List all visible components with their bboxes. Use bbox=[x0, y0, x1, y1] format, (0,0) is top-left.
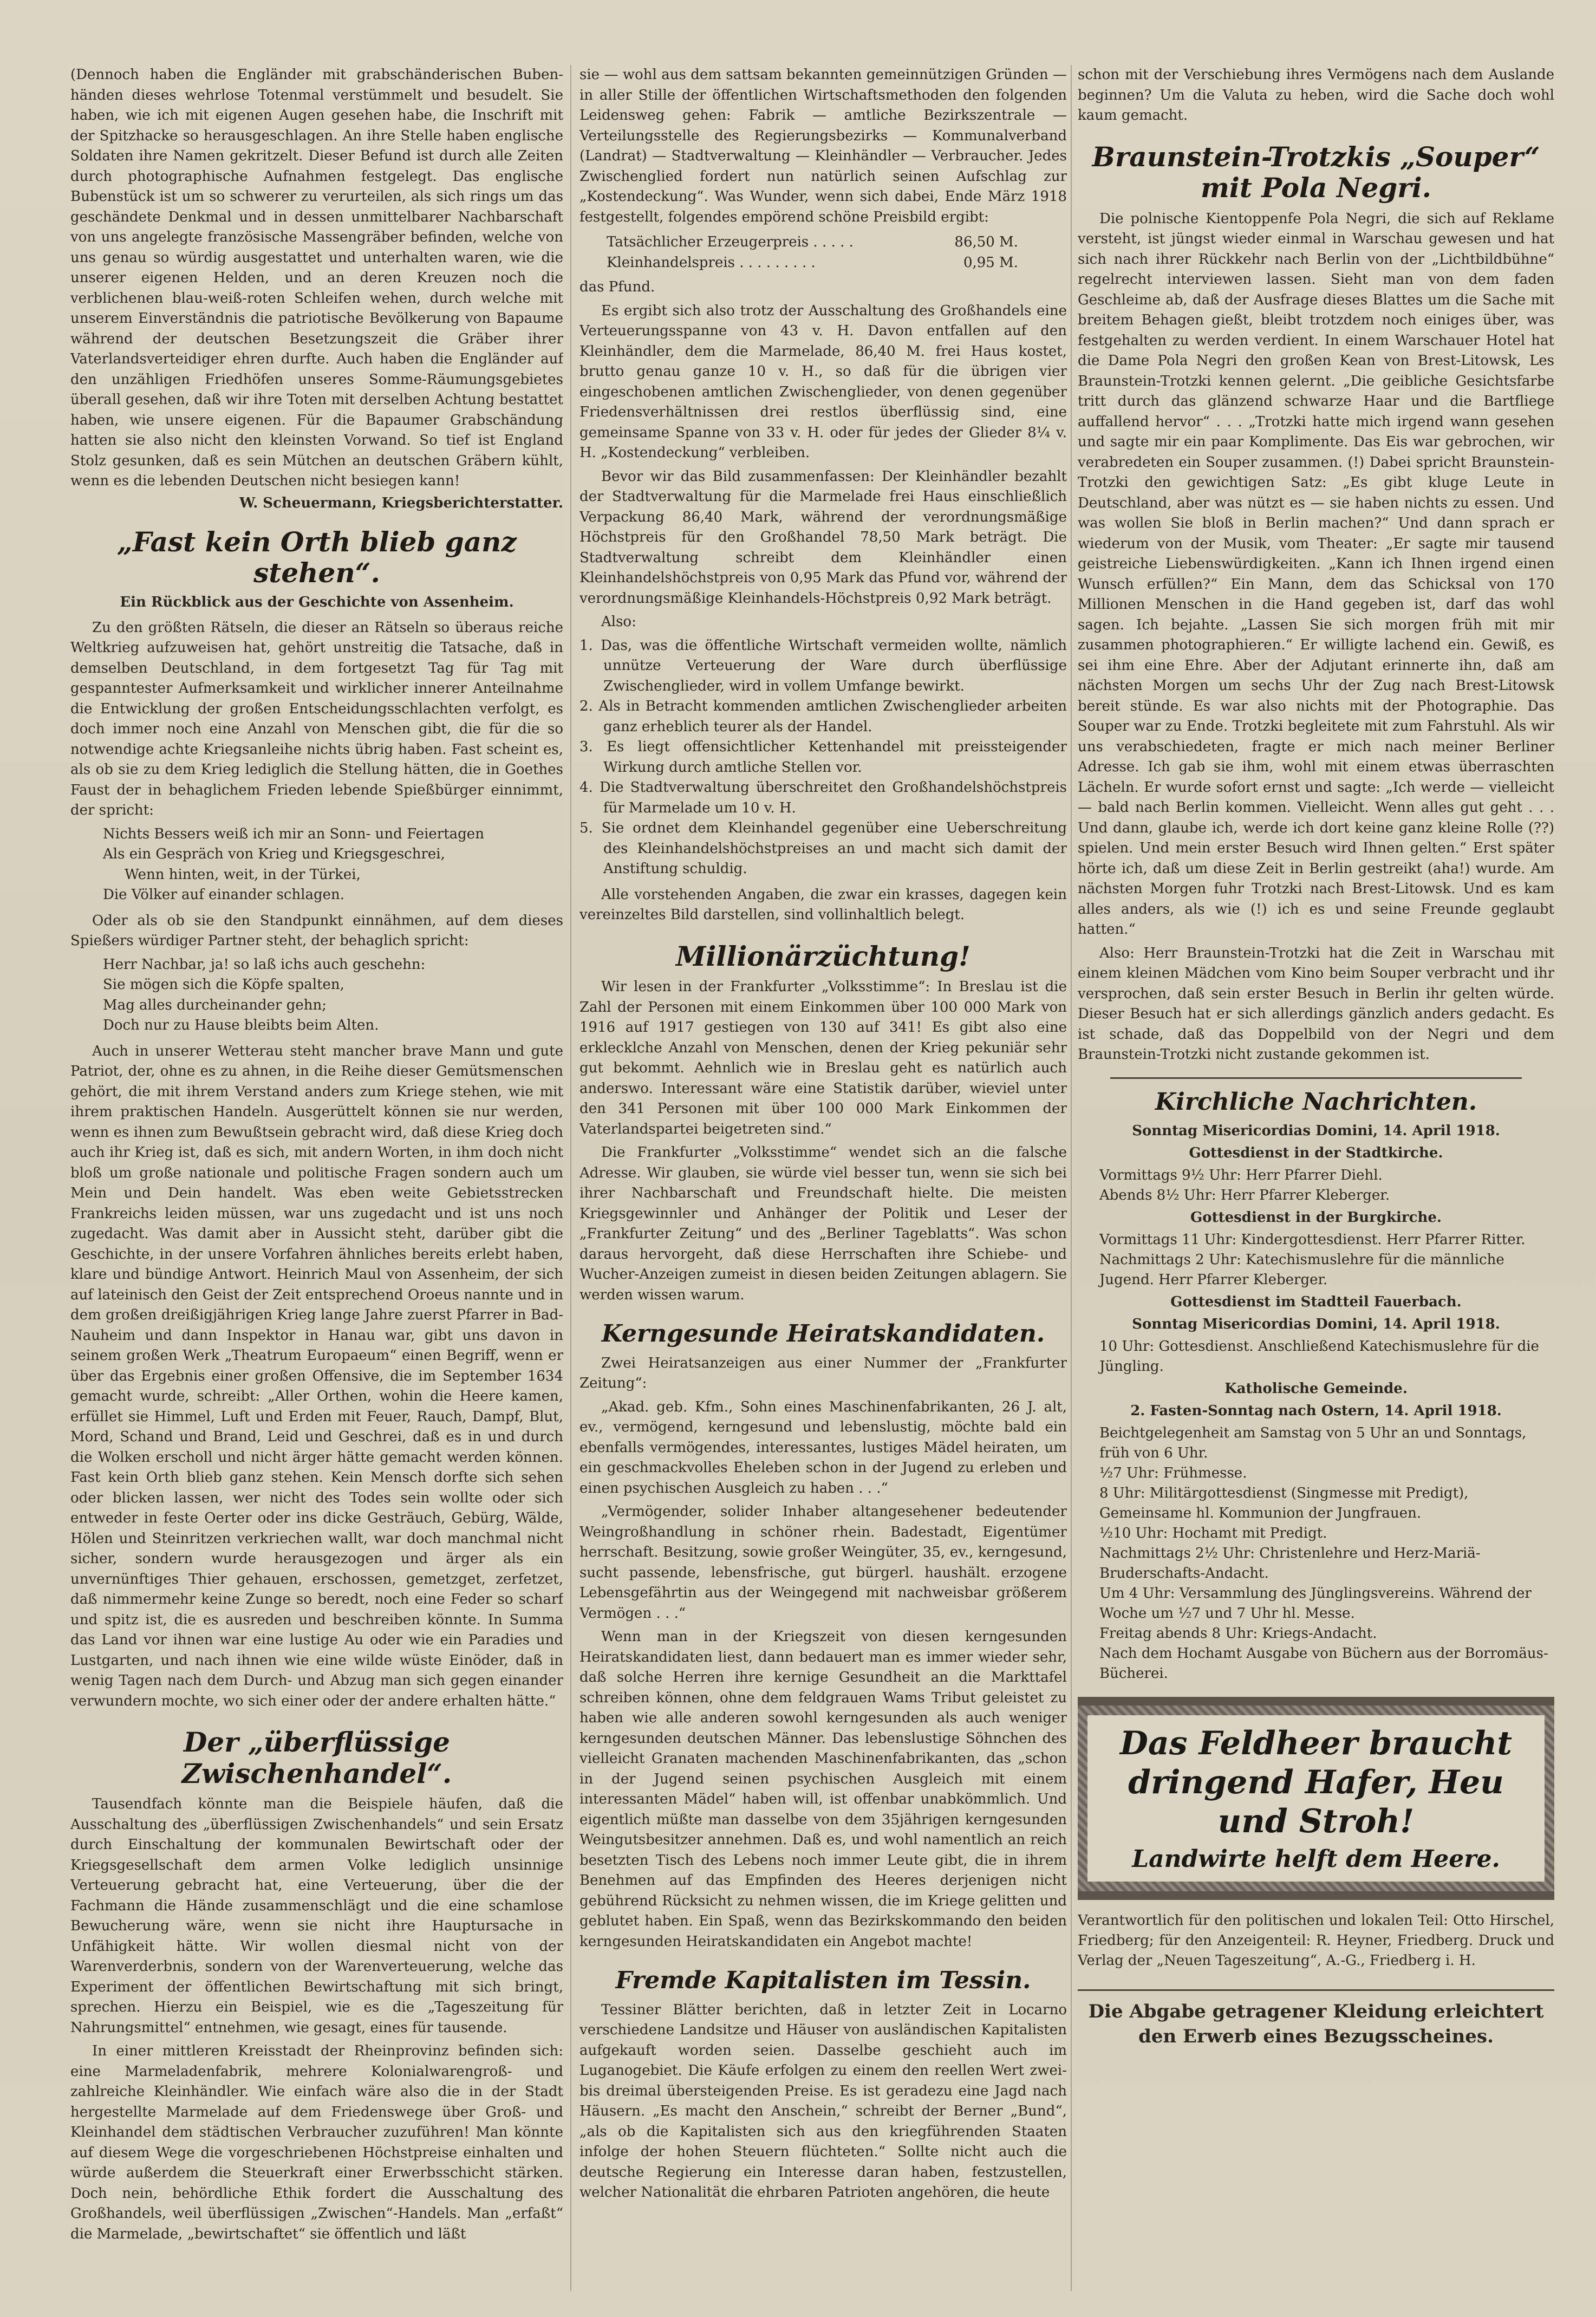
church-line: Nachmittags 2 Uhr: Katechismuslehre für die männliche Jugend. Herr Pfarrer Kleberger. bbox=[1099, 1252, 1504, 1288]
ad-headline: und Stroh! bbox=[1217, 1802, 1415, 1841]
list-intro: Also: bbox=[601, 614, 636, 630]
church-line: 8 Uhr: Militärgottesdienst (Singmesse mit Predigt), Gemeinsame hl. Kommunion der Jungfrauen. bbox=[1099, 1485, 1469, 1522]
list-item: 5. Sie ordnet dem Kleinhandel gegenüber eine Ueberschreitung des Kleinhandelshöchstpreises an und macht sich damit der Anstiftung schuldig. bbox=[579, 820, 1067, 877]
article-paragraph: schon mit der Verschiebung ihres Vermögens nach dem Auslande beginnen? Um die Valuta zu heben, wird die Sache doch wohl kaum gemacht. bbox=[1078, 67, 1554, 123]
church-date: Sonntag Misericordias Domini, 14. April 1918. bbox=[1132, 1316, 1500, 1333]
ad-tagline: Landwirte helft dem Heere. bbox=[1132, 1845, 1500, 1873]
ad-headline: dringend Hafer, Heu bbox=[1128, 1763, 1504, 1802]
column-rule bbox=[1071, 65, 1072, 2291]
price-row: Tatsächlicher Erzeugerpreis . . . . . 86,50 M. bbox=[607, 234, 1018, 250]
church-section: Gottesdienst in der Burgkirche. bbox=[1190, 1209, 1442, 1226]
article-paragraph: Tessiner Blätter berichten, daß in letzter Zeit in Locarno verschiedene Landsitze und Häuser von ausländischen Kapitalisten aufgekauft worden seien. Dasselbe geschieht auch im Luganogebiet. Die Käufe erfolgen zu einem den reellen Wert zwei- bis dreimal übersteigenden Preise. Es ist geradezu eine Jagd nach Häusern. „Es macht den Anschein,“ schreibt der Berner „Bund“, „als ob die Kapitalisten sich aus den kriegführenden Staaten infolge der hohen Steuern flüchteten.“ Sollte nicht auch die deutsche Regierung ein Interesse daran haben, festzustellen, welcher Nationalität die ehrbaren Patrioten angehören, die heute bbox=[579, 2001, 1067, 2201]
church-date: 2. Fasten-Sonntag nach Ostern, 14. April 1918. bbox=[1130, 1403, 1502, 1420]
imprint: Verantwortlich für den politischen und lokalen Teil: Otto Hirschel, Friedberg; für den Anzeigenteil: R. Heyner, Friedberg. Druck und Verlag der „Neuen Tageszeitung“, A.-G., Friedberg i. H. bbox=[1078, 1912, 1554, 1969]
church-date: Sonntag Misericordias Domini, 14. April 1918. bbox=[1132, 1123, 1500, 1140]
list-item: 1. Das, was die öffentliche Wirtschaft vermeiden wollte, nämlich unnütze Verteuerung der Ware durch überflüssige Zwischenglieder, wird in vollem Umfange bewirkt. bbox=[579, 637, 1067, 694]
ad-panel bbox=[1087, 1715, 1545, 1882]
poem-quote bbox=[103, 824, 563, 906]
poem-line: Mag alles durcheinander gehn; bbox=[103, 997, 327, 1013]
article-paragraph: Tausendfach könnte man die Beispiele häufen, daß die Ausschaltung des „überflüssigen Zwischenhandels“ und sein Ersatz durch Einschaltung der kommunalen Bewirtschaft oder der Kriegsgesellschaft dem armen Volke lediglich unsinnige Verteuerung gebracht hat, eine Verteuerung, über die der Fachmann die Hände zusammenschlägt und die eine schamlose Bewucherung wäre, wenn sie nicht ihre Hauptursache in Unfähigkeit hätte. Wir wollen diesmal nicht von der Warenverderbnis, sondern von der Warenverteuerung, welche das Experiment der öffentlichen Bewirtschaftung mit sich bringt, sprechen. Hierzu ein Beispiel, wie es die „Tageszeitung für Nahrungsmittel“ entnehmen, wie gesagt, eines für tausende. bbox=[70, 1796, 563, 2036]
quoted-ad: „Akad. geb. Kfm., Sohn eines Maschinenfabrikanten, 26 J. alt, ev., vermögend, kerngesund und lebenslustig, möchte bald ein ebenfalls vermögendes, interessantes, lustiges Mädel heiraten, um ein geschmackvolles Eheleben schon in der Jugend zu erleben und einen psychischen Ausgleich zu haben . . .“ bbox=[579, 1398, 1067, 1496]
church-line: Vormittags 9½ Uhr: Herr Pfarrer Diehl. bbox=[1099, 1167, 1383, 1184]
article-paragraph: Wir lesen in der Frankfurter „Volksstimme“: In Breslau ist die Zahl der Personen mit einem Einkommen über 100 000 Mark von 1916 auf 1917 gestiegen von 130 auf 341! Es gibt also eine erklecklche Anzahl von Menschen, denen der Krieg pekuniär sehr gut bekommt. Aehnlich wie in Breslau geht es natürlich auch anderswo. Interessant wäre eine Statistik darüber, wieviel unter den 341 Personen mit über 100 000 Mark Einkommen der Vaterlandspartei beigetreten sind.“ bbox=[579, 979, 1067, 1137]
headline-trotzki: Braunstein-Trotzkis „Souper“ mit Pola Negri. bbox=[1092, 140, 1540, 204]
church-line: ½10 Uhr: Hochamt mit Predigt. bbox=[1099, 1525, 1327, 1542]
church-line: 10 Uhr: Gottesdienst. Anschließend Katechismuslehre für die Jüngling. bbox=[1099, 1338, 1539, 1375]
poem-line: Doch nur zu Hause bleibts beim Alten. bbox=[103, 1017, 379, 1033]
price-row: Kleinhandelspreis . . . . . . . . . 0,95 M. bbox=[607, 255, 1018, 271]
church-line: Um 4 Uhr: Versammlung des Jünglingsvereins. Während der Woche um ½7 und 7 Uhr hl. Messe. bbox=[1099, 1585, 1532, 1622]
headline-heiratskandidaten: Kerngesunde Heiratskandidaten. bbox=[601, 1320, 1045, 1348]
church-line: Nachmittags 2½ Uhr: Christenlehre und Herz-Mariä-Bruderschafts-Andacht. bbox=[1099, 1545, 1481, 1582]
headline-millionaer: Millionärzüchtung! bbox=[675, 940, 971, 972]
article-paragraph: Oder als ob sie den Standpunkt einnähmen, auf dem dieses Spießers würdiger Partner steht, der behaglich spricht: bbox=[70, 912, 563, 949]
list-item: 2. Als in Betracht kommenden amtlichen Zwischenglieder arbeiten ganz erheblich teurer als der Handel. bbox=[579, 698, 1067, 735]
column-left bbox=[70, 65, 563, 2296]
poem-line: Als ein Gespräch von Krieg und Kriegsgeschrei, bbox=[103, 846, 445, 862]
article-paragraph: Die Frankfurter „Volksstimme“ wendet sich an die falsche Adresse. Wir glauben, sie würde viel besser tun, wenn sie sich bei ihrer Nachbarschaft und Freundschaft hielte. Die meisten Kriegsgewinnler und Anhänger der Politik und Leser der „Frankfurter Zeitung“ und des „Berliner Tageblatts“. Was schon daraus hervorgeht, daß diese Herrschaften ihre Schiebe- und Wucher-Anzeigen zumeist in diesen beiden Zeitungen ablagern. Sie werden wissen warum. bbox=[579, 1144, 1067, 1303]
church-section: Gottesdienst im Stadtteil Fauerbach. bbox=[1170, 1294, 1462, 1311]
poem-line: Wenn hinten, weit, in der Türkei, bbox=[125, 866, 361, 883]
article-paragraph: (Dennoch haben die Engländer mit grabschänderischen Bubenhänden dieses wehrlose Totenmal verstümmelt und besudelt. Sie haben, wie ich mit eigenen Augen gesehen habe, die Inschrift mit der Spitzhacke so herausgeschlagen. An ihre Stelle haben englische Soldaten ihre Namen gekritzelt. Dieser Befund ist durch alle Zeiten durch photographische Aufnahmen festgelegt. Das englische Bubenstück ist um so schwerer zu verurteilen, als sich rings um das geschändete Denkmal und in dessen unmittelbarer Nachbarschaft von uns angelegte französische Massengräber befinden, welche von uns genau so würdig ausgestattet und unterhalten waren, wie die unserer eigenen Helden, und an deren Kreuzen noch die verblichenen blau-weiß-roten Schleifen wehen, durch welche mit unserem Einverständnis die patriotische Bevölkerung von Bapaume während der deutschen Besetzungszeit die Gräber ihrer Vaterlandsverteidiger ehren durfte. Auch haben die Engländer auf den unzähligen Friedhöfen unseres Somme-Räumungsgebietes überall gesehen, daß wir ihre Toten mit derselben Achtung bestattet haben, wie unsere eigenen. Für die Bapaumer Grabschändung hatten sie also nicht den kleinsten Vorwand. So tief ist England Stolz gesunken, daß es sein Mütchen an deutschen Gräbern kühlt, wenn es die lebenden Deutschen nicht besiegen kann! bbox=[70, 67, 563, 489]
list-item: 4. Die Stadtverwaltung überschreitet den Großhandelshöchstpreis für Marmelade um 10 v. H. bbox=[579, 779, 1067, 816]
article-paragraph: Auch in unserer Wetterau steht mancher brave Mann und gute Patriot, der, ohne es zu ahnen, in die Reihe dieser Gemütsmenschen gehört, die mit ihrem Verstand anders zum Kriege stehen, wie mit ihrem praktischen Handeln. Ausgerüttelt können sie nur werden, wenn es ihnen zum Bewußtsein gebracht wird, daß diese Krieg doch auch ihr Krieg ist, daß es sich, mit andern Worten, in ihm doch nicht bloß um große nationale und politische Fragen sondern auch um Mein und Dein handelt. Was eben weite Gebietsstrecken Frankreichs leiden müssen, war uns zugedacht und ist uns noch zugedacht. Was damit aber in Aussicht steht, darüber gibt die Geschichte, in der unsere Vorfahren ähnliches bereits erlebt haben, klare und bündige Antwort. Heinrich Maul von Assenheim, der sich auf lateinisch den Geist der Zeit entsprechend Oroeus nannte und in dem großen dreißigjährigen Krieg lange Jahre zuerst Pfarrer in Bad-Nauheim und dann Inspektor in Hanau war, gibt uns davon in seinem großen Werk „Theatrum Europaeum“ einen Begriff, wenn er über das Ergebnis einer großen Offensive, die im September 1634 gemacht wurde, schreibt: „Aller Orthen, wohin die Heere kamen, erfüllet sie Himmel, Luft und Erden mit Feuer, Rauch, Dampf, Blut, Mord, Schand und Brand, Leid und Geschrei, daß es in und durch die Wolken erscholl und nicht ärger hätte gemacht werden können. Fast kein Orth blieb ganz stehen. Kein Mensch dorfte sich sehen oder blicken lassen, wer nicht des Todes sein wollte oder sich entweder in feste Oerter oder ins dicke Gesträuch, Gebürg, Wälde, Hölen und Steinritzen verkriechen wallt, war doch manchmal nicht sicher, sondern wurde herausgezogen und ärger als ein unvernünftiges Thier gehauen, erschossen, gemetzget, zerfetzet, daß nimmermehr keine Zunge so beredt, noch eine Feder so scharf und spitz ist, die es ausreden und beschreiben könnte. In Summa das Land vor ihnen war eine lustige Au oder wie ein Paradies und Lustgarten, und nach ihnen wie eine wilde wüste Einöder, daß in wenig Tagen nach dem Durch- und Abzug man sich gegen einander verwundern mochte, wo sich einer oder der andere erhalten hätte.“ bbox=[70, 1043, 563, 1709]
headline-kapitalisten: Fremde Kapitalisten im Tessin. bbox=[615, 1967, 1031, 1995]
article-paragraph: Die polnische Kientoppenfe Pola Negri, die sich auf Reklame versteht, ist jüngst wieder einmal in Warschau gewesen und hat sich nach ihrer Rückkehr nach Berlin von der „Lichtbildbühne“ regelrecht interviewen lassen. Sieht man von dem faden Geschleime ab, daß der Ausfrage dieses Blattes um die Sache mit breitem Behagen gießt, bleibt trotzdem noch einiges über, was festgehalten zu werden verdient. In einem Warschauer Hotel hat die Dame Pola Negri den großen Kean von Brest-Litowsk, Les Braunstein-Trotzki kennen gelernt. „Die geibliche Gesichtsfarbe tritt durch das glänzend schwarze Haar und die Bartfliege auffallend hervor“ . . . „Trotzki hatte mich irgend wann gesehen und sagte mir ein paar Komplimente. Das Eis war gebrochen, wir verabredeten ein Souper zusammen. (!) Dabei spricht Braunstein-Trotzki den gewichtigen Satz: „Es gibt kluge Leute in Deutschland, aber was nützt es — sie haben nichts zu essen. Und was wollen Sie bloß in Berlin machen?“ Und dann sprach er wiederum von der Musik, vom Theater: „Er sagte mir tausend geistreiche Liebenswürdigkeiten. „Kann ich Ihnen irgend einen Wunsch erfüllen?“ Ein Mann, dem das Schicksal von 170 Millionen Menschen in die Hand gegeben ist, darf das wohl sagen. Ich bejahte. „Lassen Sie sich morgen früh mit mir zusammen photographieren.“ Er willigte lachend ein. Gewiß, es sei ihm eine Ehre. Aber der Adjutant erinnerte ihn, daß am nächsten Morgen um sechs Uhr der Zug nach Brest-Litowsk bereit stünde. Es war also nichts mit der Photographie. Das Souper war zu Ende. Trotzki begleitete mit zum Fahrstuhl. Als wir uns verabschiedeten, fragte er mich nach meiner Berliner Adresse. Ich gab sie ihm, wohl mit einem etwas überraschten Lächeln. Er wurde sofort ernst und sagte: „Ich werde — vielleicht — bald nach Berlin kommen. Vielleicht. Wenn alles gut geht . . . Und dann, glaube ich, werde ich dort keine ganz kleine Rolle (??) spielen. Und mein erster Besuch wird Ihnen gelten.“ Erst später hörte ich, daß um diese Zeit in Berlin gestreikt (aha!) wurde. Am nächsten Morgen fuhr Trotzki nach Brest-Litowsk. Und es kam alles anders, als wie (!) ich es und seine Freunde geglaubt hatten.“ bbox=[1078, 210, 1554, 938]
quoted-ad: „Vermögender, solider Inhaber altangesehener bedeutender Weingroßhandlung in schöner rhein. Badestadt, Eigentümer herrschaft. Besitzung, sowie großer Weingüter, 35, ev., kerngesund, sucht passende, lebensfrische, gut bürgerl. haushält. erzogene Lebensgefährtin aus der Weingegend mit nachweisbar größerem Vermögen . . .“ bbox=[579, 1504, 1067, 1622]
author-signature: W. Scheuermann, Kriegsberichterstatter. bbox=[239, 494, 563, 511]
column-right bbox=[1078, 65, 1554, 2296]
church-line: Beichtgelegenheit am Samstag von 5 Uhr an und Sonntags, früh von 6 Uhr. bbox=[1099, 1425, 1527, 1462]
headline-zwischenhandel: Der „überflüssige Zwischenhandel“. bbox=[181, 1726, 452, 1789]
column-rule bbox=[570, 65, 571, 2291]
headline-assenheim: „Fast kein Orth blieb ganz stehen“. bbox=[117, 525, 517, 589]
church-section: Gottesdienst in der Stadtkirche. bbox=[1189, 1145, 1443, 1162]
church-line: Abends 8½ Uhr: Herr Pfarrer Kleberger. bbox=[1099, 1187, 1390, 1204]
article-paragraph: Alle vorstehenden Angaben, die zwar ein krasses, dagegen kein vereinzeltes Bild darstellen, sind vollinhaltlich belegt. bbox=[579, 886, 1067, 923]
article-paragraph: In einer mittleren Kreisstadt der Rheinprovinz befinden sich: eine Marmeladenfabrik, mehrere Kolonialwarengroß- und zahlreiche Kleinhändler. Wie einfach wäre also die in der Stadt hergestellte Marmelade auf dem Friedenswege über Groß- und Kleinhandel dem städtischen Verbraucher zuzuführen! Man könnte auf diesem Wege die vorgeschriebenen Höchstpreise einhalten und würde außerdem die Steuerkraft einer Erwerbsschicht stärken. Doch nein, behördliche Ethik fordert die Ausschaltung des Großhandels, weil überflüssigen „Zwischen“-Handels. Man „erfaßt“ die Marmelade, „bewirtschaftet“ sie öffentlich und läßt bbox=[70, 2043, 563, 2242]
numbered-list bbox=[579, 636, 1067, 880]
subheadline: Ein Rückblick aus der Geschichte von Assenheim. bbox=[120, 594, 514, 610]
advertisement-feldheer bbox=[1078, 1697, 1554, 1900]
article-paragraph: Zu den größten Rätseln, die dieser an Rätseln so überaus reiche Weltkrieg aufzuweisen hat, gehört unstreitig die Tatsache, daß in demselben Deutschland, in dem fortgesetzt Tag für Tag mit gespanntester Aufmerksamkeit und wirklicher innerer Anteilnahme die Entwicklung der großen Entscheidungsschlachten verfolgt, es doch immer noch eine Anzahl von Menschen gibt, die für die so notwendige achte Kriegsanleihe nichts übrig haben. Fast scheint es, als ob sie zu dem Krieg lediglich die Stellung hätten, die in Goethes Faust der in behaglichem Frieden lebende Spießbürger einnimmt, der spricht: bbox=[70, 619, 563, 818]
clothing-notice: Die Abgabe getragener Kleidung erleichtert den Erwerb eines Bezugsscheines. bbox=[1078, 1989, 1554, 2049]
article-paragraph: Zwei Heiratsanzeigen aus einer Nummer der „Frankfurter Zeitung“: bbox=[579, 1355, 1067, 1392]
church-line: ½7 Uhr: Frühmesse. bbox=[1099, 1465, 1247, 1482]
church-line: Vormittags 11 Uhr: Kindergottesdienst. Herr Pfarrer Ritter. bbox=[1099, 1232, 1526, 1248]
church-line: Freitag abends 8 Uhr: Kriegs-Andacht. bbox=[1099, 1625, 1377, 1642]
article-paragraph: Bevor wir das Bild zusammenfassen: Der Kleinhändler bezahlt der Stadtverwaltung für die Marmelade frei Haus einschließlich Verpackung 86,40 Mark, während der verordnungsmäßige Höchstpreis für den Großhandel 78,50 Mark beträgt. Die Stadtverwaltung schreibt dem Kleinhändler einen Kleinhandelshöchstpreis von 0,95 Mark das Pfund vor, während der verordnungsmäßige Kleinhandels-Höchstpreis 0,92 Mark beträgt. bbox=[579, 468, 1067, 607]
divider bbox=[1110, 1077, 1522, 1079]
church-title: Kirchliche Nachrichten. bbox=[1155, 1088, 1477, 1116]
poem-line: Nichts Bessers weiß ich mir an Sonn- und Feiertagen bbox=[103, 825, 484, 842]
price-unit: das Pfund. bbox=[579, 279, 655, 295]
article-paragraph: Also: Herr Braunstein-Trotzki hat die Zeit in Warschau mit einem kleinen Mädchen vom Kino beim Souper verbracht und ihr versprochen, daß sein erster Besuch in Berlin ihr gelten würde. Dieser Besuch hat er sich allerdings gänzlich anders gedacht. Es ist schade, daß das Doppelbild von der Negri und dem Braunstein-Trotzki nicht zustande gekommen ist. bbox=[1078, 945, 1554, 1063]
ad-headline: Das Feldheer braucht bbox=[1119, 1724, 1513, 1763]
poem-line: Die Völker auf einander schlagen. bbox=[103, 887, 345, 903]
poem-quote bbox=[103, 955, 563, 1036]
price-table bbox=[607, 232, 1067, 273]
list-item: 3. Es liegt offensichtlicher Kettenhandel mit preissteigender Wirkung durch amtliche Stellen vor. bbox=[579, 739, 1067, 776]
church-notices bbox=[1078, 1089, 1554, 1684]
church-section: Katholische Gemeinde. bbox=[1224, 1381, 1408, 1397]
church-line: Nach dem Hochamt Ausgabe von Büchern aus der Borromäus-Bücherei. bbox=[1099, 1645, 1548, 1682]
article-paragraph: Wenn man in der Kriegszeit von diesen kerngesunden Heiratskandidaten liest, dann bedauert man es immer wieder sehr, daß solche Herren ihre kernige Gesundheit an die Markttafel schreiben können, ohne dem feldgrauen Wams Tribut geleistet zu haben wie alle anderen sowohl kerngesunden als auch weniger kerngesunden deutschen Männer. Das lebenslustige Söhnchen des vielleicht Granaten machenden Maschinenfabrikanten, das „schon in der Jugend seinen psychischen Ausgleich mit einem interessanten Mädel“ haben will, ist offenbar unabkömmlich. Und eigentlich müßte man dasselbe von dem 35jährigen kerngesunden Weingutsbesitzer annehmen. Daß es, und wohl namentlich an reich besetzten Tisch des Lebens noch immer Leute gibt, die in ihrem Benehmen auf das Empfinden des Heeres derjenigen nicht gebührend Rücksicht zu nehmen wissen, die im Kriege gelitten und geblutet haben. Ein Spaß, wenn das Bezirkskommando den beiden kerngesunden Heiratskandidaten ein Angebot machte! bbox=[579, 1629, 1067, 1950]
article-paragraph: Es ergibt sich also trotz der Ausschaltung des Großhandels eine Verteuerungsspanne von 43 v. H. Davon entfallen auf den Kleinhändler, dem die Marmelade, 86,40 M. frei Haus kostet, brutto genau ganze 10 v. H., so daß für die übrigen vier eingeschobenen amtlichen Zwischenglieder, von denen gegenüber Friedensverhältnissen drei restlos überflüssig sind, eine gemeinsame Spanne von 33 v. H. oder für jedes der Glieder 8¼ v. H. „Kostendeckung“ verbleiben. bbox=[579, 302, 1067, 461]
poem-line: Sie mögen sich die Köpfe spalten, bbox=[103, 977, 344, 993]
column-middle bbox=[579, 65, 1067, 2296]
article-paragraph: sie — wohl aus dem sattsam bekannten gemeinnützigen Gründen — in aller Stille der öffentlichen Wirtschaftsmethoden den folgenden Leidensweg gehen: Fabrik — amtliche Bezirkszentrale — Verteilungsstelle des Regierungsbezirks — Kommunalverband (Landrat) — Stadtverwaltung — Kleinhändler — Verbraucher. Jedes Zwischenglied fordert nun natürlich seinen Aufschlag zur „Kostendeckung“. Was Wunder, wenn sich dabei, Ende März 1918 festgestellt, folgendes empörend schöne Preisbild ergibt: bbox=[579, 67, 1067, 225]
poem-line: Herr Nachbar, ja! so laß ichs auch geschehn: bbox=[103, 956, 426, 973]
